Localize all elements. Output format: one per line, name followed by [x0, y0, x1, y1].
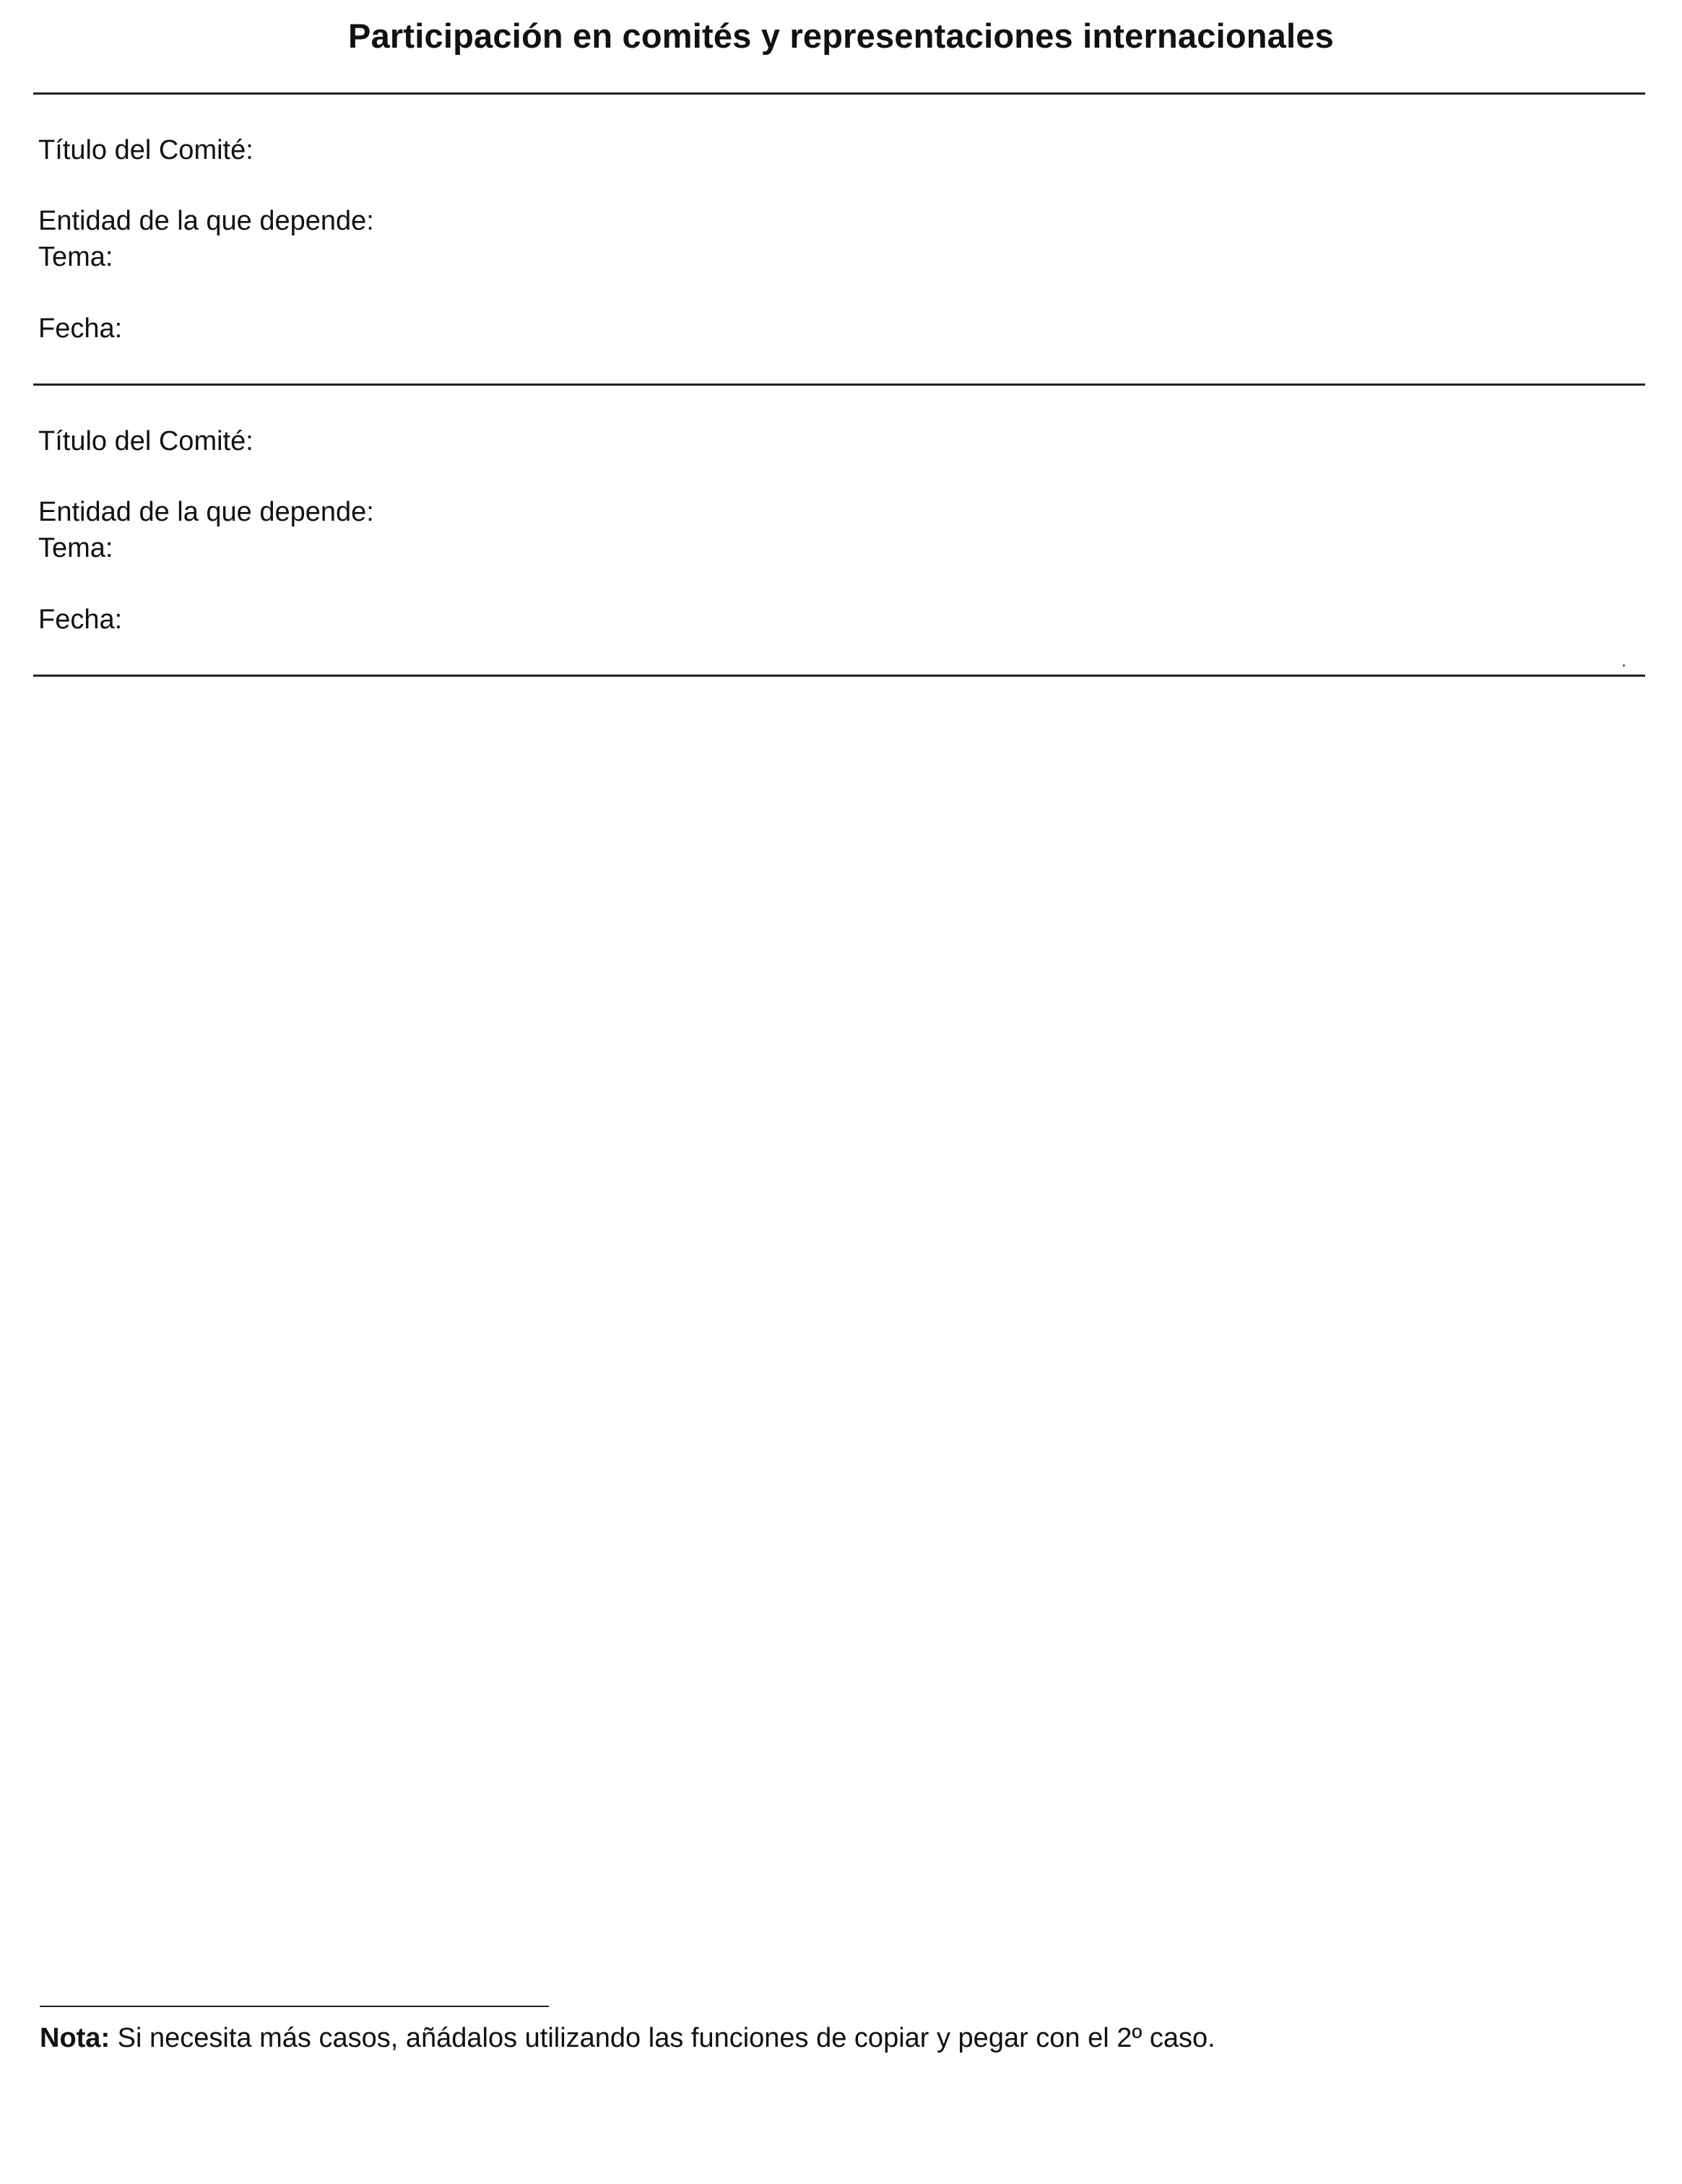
top-divider: [33, 92, 1645, 95]
date-label: Fecha:: [38, 313, 123, 344]
note-label: Nota:: [40, 2023, 110, 2053]
committee-title-label: Título del Comité:: [38, 135, 253, 165]
entity-label: Entidad de la que depende:: [38, 497, 374, 527]
bottom-divider: [33, 675, 1645, 677]
footnote-divider: [40, 2006, 549, 2007]
note-text: Si necesita más casos, añádalos utilizando las funciones de copiar y pegar con el 2º caso.: [110, 2023, 1215, 2053]
footnote: [40, 2020, 1215, 2056]
committee-title-label: Título del Comité:: [38, 426, 253, 456]
topic-label: Tema:: [38, 533, 113, 563]
topic-label: Tema:: [38, 242, 113, 272]
entry-divider: [33, 384, 1645, 386]
scan-speck: [1623, 664, 1625, 667]
date-label: Fecha:: [38, 604, 123, 635]
page-title: Participación en comités y representaciones internacionales: [348, 17, 1334, 55]
entity-label: Entidad de la que depende:: [38, 206, 374, 236]
